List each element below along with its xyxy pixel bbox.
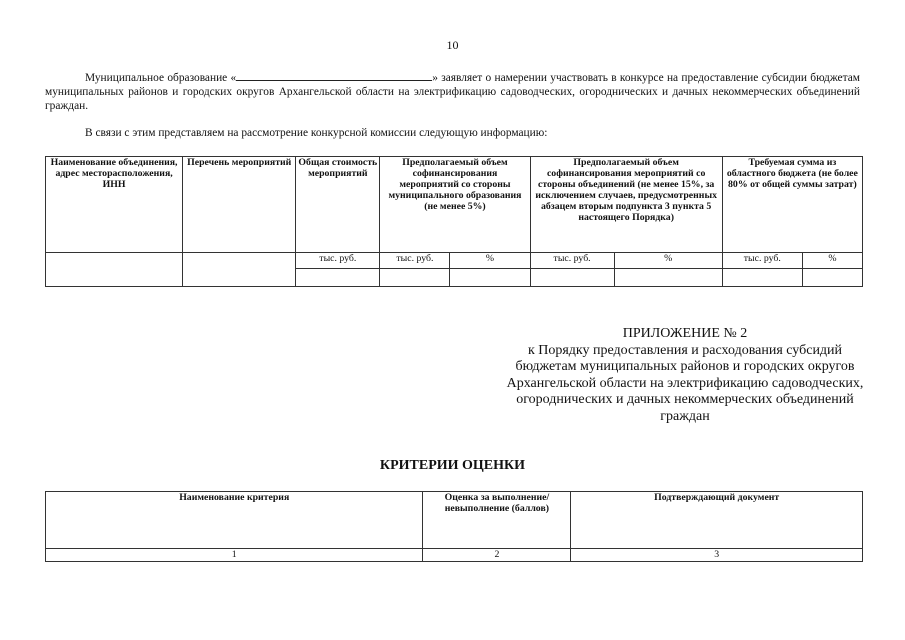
unit-mun-pct: % — [450, 253, 530, 269]
header-score: Оценка за выполнение/ невыполнение (баллов) — [423, 492, 571, 549]
header-activities: Перечень мероприятий — [183, 157, 296, 253]
intro-paragraph — [45, 70, 860, 113]
value-cell — [802, 269, 862, 287]
application-info-table — [45, 156, 863, 287]
column-number: 3 — [571, 549, 863, 562]
criteria-title: КРИТЕРИИ ОЦЕНКИ — [379, 458, 526, 473]
value-cell — [296, 269, 380, 287]
header-total-cost: Общая стоимость мероприятий — [296, 157, 380, 253]
unit-reg-pct: % — [802, 253, 862, 269]
info-sentence: В связи с этим представляем на рассмотрение конкурсной комиссии следующую информацию: — [85, 127, 548, 139]
value-cell — [722, 269, 802, 287]
unit-cost: тыс. руб. — [296, 253, 380, 269]
header-association-cofinancing: Предполагаемый объем софинансирования мероприятий со стороны объединений (не менее 15%, за исключением случаев, предусмотренных абзацем вторым подпункта 3 пункта 5 настоящего Порядка) — [530, 157, 722, 253]
cell-association-empty — [46, 253, 183, 287]
unit-obj-pct: % — [614, 253, 722, 269]
unit-reg-rub: тыс. руб. — [722, 253, 802, 269]
intro-prefix: Муниципальное образование « — [85, 72, 237, 84]
value-cell — [614, 269, 722, 287]
value-cell — [530, 269, 614, 287]
appendix-text: к Порядку предоставления и расходования субсидий бюджетам муниципальных районов и городских округов Архангельской области на электрификацию садоводческих, огороднических и дачных некоммерческих объединений граждан — [506, 342, 864, 424]
column-number: 1 — [46, 549, 423, 562]
cell-activities-empty — [183, 253, 296, 287]
header-municipal-cofinancing: Предполагаемый объем софинансирования мероприятий со стороны муниципального образования (не менее 5%) — [380, 157, 530, 253]
header-regional-budget: Требуемая сумма из областного бюджета (не более 80% от общей суммы затрат) — [722, 157, 862, 253]
value-cell — [380, 269, 450, 287]
intro-suffix: » заявляет о намерении участвовать в конкурсе на предоставление субсидии бюджетам муниципальных районов и городских округов Архангельской области на электрификацию садоводческих, огороднических и дачных некоммерческих объединений граждан. — [45, 72, 860, 112]
page-number: 10 — [446, 38, 459, 52]
appendix-title: ПРИЛОЖЕНИЕ № 2 — [622, 326, 748, 341]
column-number: 2 — [423, 549, 571, 562]
appendix-block — [505, 326, 865, 426]
header-confirming-document: Подтверждающий документ — [571, 492, 863, 549]
municipality-blank-line — [236, 70, 432, 81]
unit-mun-rub: тыс. руб. — [380, 253, 450, 269]
unit-obj-rub: тыс. руб. — [530, 253, 614, 269]
value-cell — [450, 269, 530, 287]
header-criterion-name: Наименование критерия — [46, 492, 423, 549]
criteria-table — [45, 491, 863, 562]
header-association: Наименование объединения, адрес месторасположения, ИНН — [46, 157, 183, 253]
